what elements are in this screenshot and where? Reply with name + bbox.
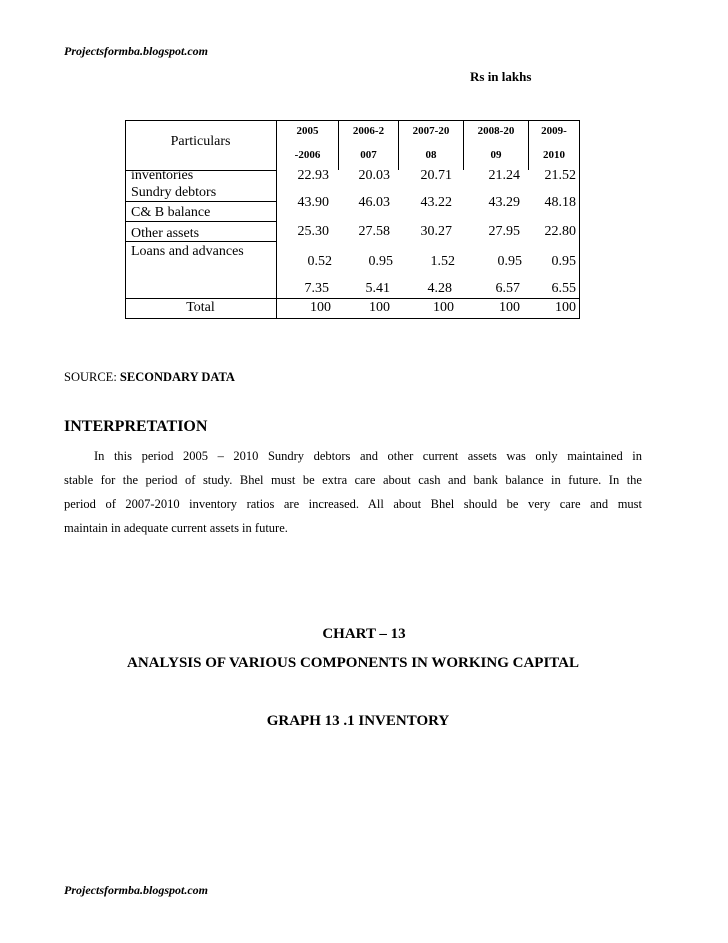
year-header-top: 2005: [296, 125, 319, 137]
table-cell: 0.95: [551, 254, 576, 269]
table-cell: 30.27: [420, 224, 452, 239]
table-cell: 0.95: [497, 254, 522, 269]
paragraph-line: In this period 2005 – 2010 Sundry debtors and other current assets was only maintained in: [94, 449, 642, 463]
year-header-top: 2006-2: [352, 125, 385, 137]
interpretation-heading: INTERPRETATION: [64, 418, 208, 435]
row-label-other-assets: Other assets: [131, 226, 200, 241]
graph-title: GRAPH 13 .1 INVENTORY: [266, 713, 450, 729]
unit-label: Rs in lakhs: [470, 69, 532, 84]
year-header-top: 2007-20: [412, 125, 450, 137]
row-label-loans-advances: Loans and advances: [131, 244, 244, 259]
total-cell: 100: [433, 300, 454, 315]
source-line: [64, 370, 235, 385]
year-header-bottom: -2006: [294, 149, 321, 161]
row-label-sundry-debtors: Sundry debtors: [131, 185, 217, 200]
particulars-header: Particulars: [170, 134, 231, 149]
data-table: [125, 120, 580, 319]
site-url-footer: Projectsformba.blogspot.com: [64, 883, 208, 897]
table-cell: 46.03: [358, 195, 390, 210]
chart-title: ANALYSIS OF VARIOUS COMPONENTS IN WORKING CAPITAL: [126, 655, 580, 671]
year-header-bottom: 007: [360, 149, 377, 161]
table-cell: 43.90: [297, 195, 329, 210]
table-cell: 6.57: [495, 281, 520, 296]
year-header-bottom: 09: [490, 149, 502, 161]
table-cell: 27.58: [358, 224, 390, 239]
table-cell: 20.03: [358, 168, 390, 183]
table-cell: 6.55: [551, 281, 576, 296]
row-label-cb-balance: C& B balance: [131, 205, 211, 220]
table-cell: 21.24: [488, 168, 520, 183]
table-cell: 0.95: [368, 254, 393, 269]
table-cell: 4.28: [427, 281, 452, 296]
table-cell: 7.35: [304, 281, 329, 296]
year-header-bottom: 08: [425, 149, 437, 161]
table-cell: 22.93: [297, 168, 329, 183]
table-cell: 21.52: [544, 168, 576, 183]
paragraph-line: stable for the period of study. Bhel must be extra care about cash and bank balance in future. In the: [64, 473, 642, 487]
total-cell: 100: [555, 300, 576, 315]
source-value: SECONDARY DATA: [119, 370, 235, 384]
table-cell: 20.71: [420, 168, 452, 183]
year-header-top: 2008-20: [477, 125, 515, 137]
year-header-bottom: 2010: [543, 149, 565, 161]
year-header-top: 2009-: [541, 125, 567, 137]
table-cell: 0.52: [307, 254, 332, 269]
total-label: Total: [186, 300, 215, 315]
table-cell: 43.29: [488, 195, 520, 210]
site-url-header: Projectsformba.blogspot.com: [64, 44, 208, 58]
paragraph-line: period of 2007-2010 inventory ratios are increased. All about Bhel should be very care and must: [64, 497, 642, 511]
table-cell: 27.95: [488, 224, 520, 239]
table-cell: 22.80: [544, 224, 576, 239]
table-cell: 48.18: [544, 195, 576, 210]
table-cell: 5.41: [365, 281, 390, 296]
paragraph-line: maintain in adequate current assets in future.: [64, 521, 288, 535]
total-cell: 100: [310, 300, 331, 315]
chart-number: CHART – 13: [322, 626, 406, 642]
total-cell: 100: [499, 300, 520, 315]
table-cell: 25.30: [297, 224, 329, 239]
row-label-inventories: inventories: [131, 168, 194, 183]
table-cell: 43.22: [420, 195, 452, 210]
total-cell: 100: [369, 300, 390, 315]
source-prefix: SOURCE:: [64, 370, 120, 384]
table-cell: 1.52: [430, 254, 455, 269]
interpretation-paragraph: [64, 444, 642, 540]
